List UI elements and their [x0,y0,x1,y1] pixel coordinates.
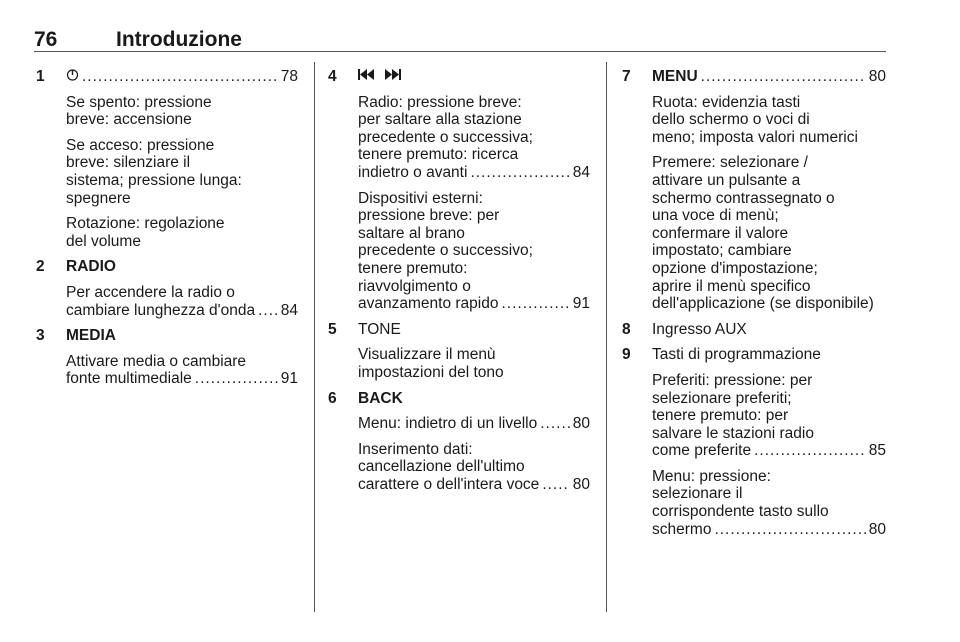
page-number: 76 [34,28,58,51]
column-divider [606,62,607,612]
description: Rotazione: regolazione del volume [66,215,225,250]
item-number: 1 [36,68,45,85]
list-item [622,321,886,339]
description: Per accendere la radio o cambiare lunghezza d'onda ..... 84 [66,284,298,319]
page-reference: 84 [572,163,590,181]
page-reference: 80 [868,68,886,85]
page-reference: 84 [280,301,298,319]
page-reference: 80 [868,520,886,538]
leader-dots [501,295,569,313]
item-label: Ingresso AUX [652,320,747,338]
page-reference: 78 [280,68,298,85]
description: Se acceso: pressione breve: silenziare il sistema; pressione lunga: spegnere [66,136,242,207]
description: Attivare media o cambiare fonte multimediale ..... 91 [66,353,298,388]
list-item [328,321,590,382]
item-number: 2 [36,258,45,276]
item-label: Tasti di programmazione [652,346,821,364]
header-rule [34,51,886,52]
description: Radio: pressione breve: per saltare alla stazione precedente o successiva; tenere premuto: ricerca indietro o avanti ..... 84 [358,94,590,182]
description: Menu: pressione: selezionare il corrispondente tasto sullo schermo ..... 80 [652,468,886,538]
page-reference: 85 [868,442,886,460]
description: Inserimento dati: cancellazione dell'ultimo carattere o dell'intera voce ..... 80 [358,441,590,494]
item-number: 7 [622,68,631,85]
description: Preferiti: pressione: per selezionare preferiti; tenere premuto: per salvare le stazioni radio come preferite ..... 85 [652,372,886,460]
page-reference: 91 [572,295,590,313]
column-1 [36,68,298,388]
skip-back-forward-icon [358,68,590,86]
description: Menu: indietro di un livello ..... 80 [358,415,590,433]
list-item [328,68,590,313]
column-divider [314,62,315,612]
item-number: 9 [622,346,631,364]
list-item [36,327,298,388]
page-reference: 91 [280,370,298,388]
page-reference: 80 [572,415,590,433]
description: Visualizzare il menù impostazioni del tono [358,346,504,381]
item-number: 4 [328,68,337,85]
leader-dots [754,442,866,460]
leader-dots [714,521,865,539]
column-2 [328,68,590,493]
leader-dots [195,370,278,388]
item-label: RADIO [66,258,116,276]
list-item [328,390,590,494]
description: Se spento: pressione breve: accensione [66,93,212,129]
leader-dots [701,68,866,86]
description: Ruota: evidenzia tasti dello schermo o voci di meno; imposta valori numerici [652,93,858,146]
list-item [622,346,886,538]
leader-dots [540,415,570,433]
page-reference: 80 [572,475,590,493]
list-item [36,68,298,250]
column-3 [622,68,886,538]
item-number: 5 [328,320,337,338]
item-number: 3 [36,327,45,345]
item-number: 6 [328,389,337,407]
list-item [36,258,298,319]
description: Premere: selezionare / attivare un pulsante a schermo contrassegnato o una voce di menù; confermare il valore impostato; cambiare opzione d'impostazione; aprire il menù specifico dell'applicazione (se disponibile) [652,154,874,313]
power-icon [66,68,79,86]
leader-dots [542,476,569,494]
item-label: MENU [652,68,698,85]
item-number: 8 [622,320,631,338]
item-label: MEDIA [66,327,116,345]
item-label: BACK [358,389,403,407]
item-label: TONE [358,320,401,338]
list-item [622,68,886,313]
page-title: Introduzione [116,28,242,51]
leader-dots [258,302,278,320]
description: Dispositivi esterni: pressione breve: per saltare al brano precedente o successivo; tenere premuto: riavvolgimento o avanzamento rapido ..... 91 [358,190,590,313]
leader-dots [470,164,569,182]
leader-dots [82,68,278,86]
